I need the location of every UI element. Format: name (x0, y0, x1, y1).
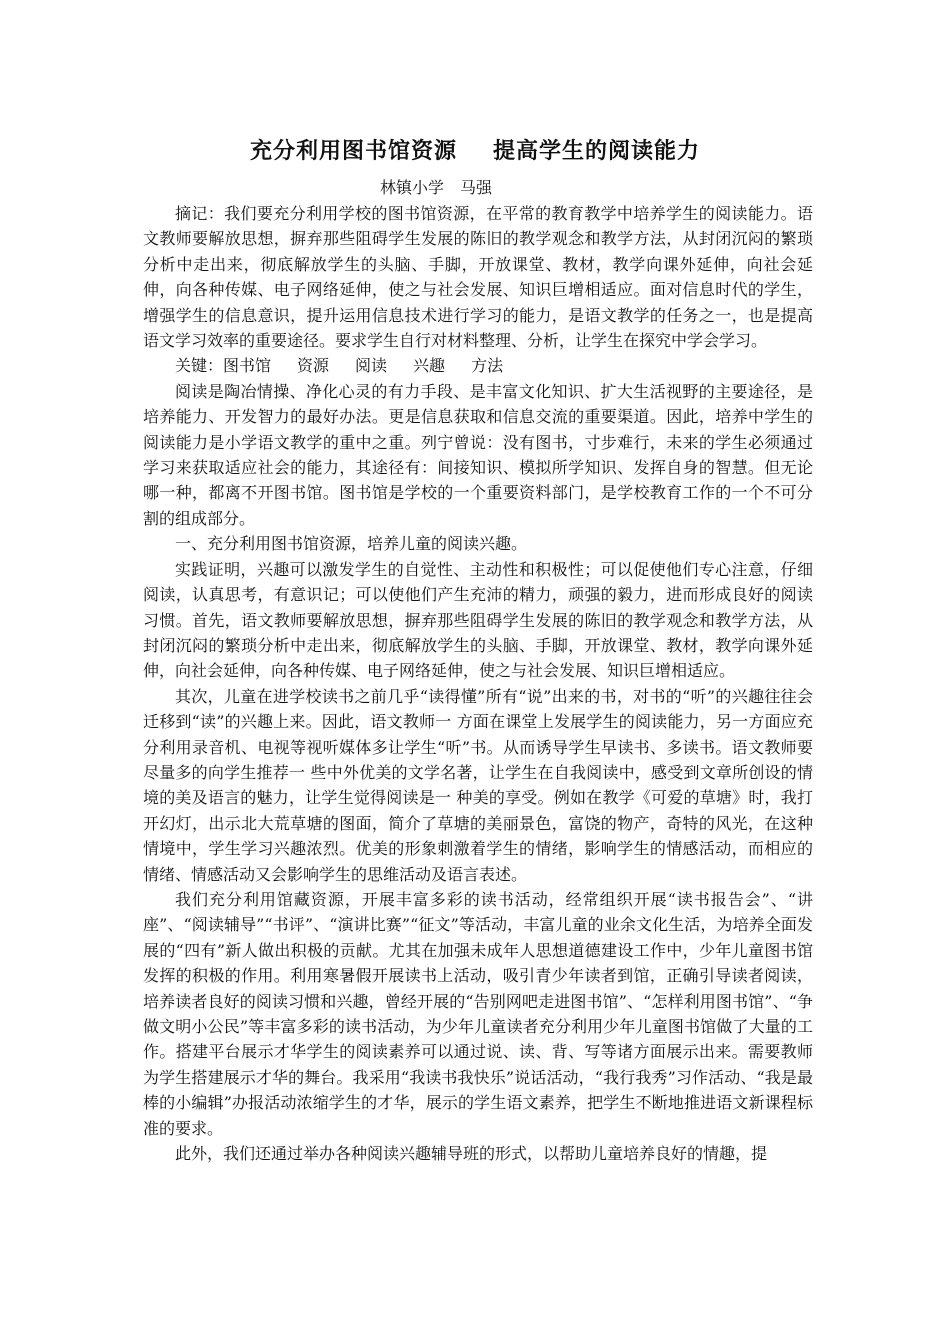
author-name: 马强 (460, 178, 493, 197)
keyword-item: 阅读 (355, 356, 388, 376)
document-body (143, 201, 813, 1166)
document-title (0, 135, 950, 167)
abstract-paragraph: 摘记：我们要充分利用学校的图书馆资源，在平常的教育教学中培养学生的阅读能力。语文教师要解放思想，摒弃那些阻碍学生发展的陈旧的教学观念和教学方法，从封闭沉闷的繁琐分析中走出来，彻底解放学生的头脑、手脚，开放课堂、教材，教学向课外延伸，向社会延伸，向各种传媒、电子网络延伸，使之与社会发展、知识巨增相适应。面对信息时代的学生，增强学生的信息意识，提升运用信息技术进行学习的能力，是语文教学的任务之一，也是提高语文学习效率的重要途径。要求学生自行对材料整理、分析，让学生在探究中学会学习。 (143, 204, 813, 351)
title-part-2: 提高学生的阅读能力 (493, 138, 701, 164)
title-part-1: 充分利用图书馆资源 (249, 138, 457, 164)
keyword-item: 兴趣 (413, 356, 446, 376)
body-paragraph: 阅读是陶冶情操、净化心灵的有力手段、是丰富文化知识、扩大生活视野的主要途径，是培养能力、开发智力的最好办法。更是信息获取和信息交流的重要渠道。因此，培养中学生的阅读能力是小学语文教学的重中之重。列宁曾说：没有图书，寸步难行，未来的学生必须通过学习来获取适应社会的能力，其途径有：间接知识、模拟所学知识、发挥自身的智慧。但无论哪一种，都离不开图书馆。图书馆是学校的一个重要资料部门，是学校教育工作的一个不可分割的组成部分。 (143, 381, 813, 528)
body-paragraph: 此外，我们还通过举办各种阅读兴趣辅导班的形式，以帮助儿童培养良好的情趣，提 (175, 1144, 768, 1164)
keywords-label: 关键：图书馆 (175, 356, 272, 376)
body-paragraph: 其次，儿童在进学校读书之前几乎“读得懂”所有“说”出来的书，对书的“听”的兴趣往往会迁移到“读”的兴趣上来。因此，语文教师一 方面在课堂上发展学生的阅读能力，另一方面应充分利用录音机、电视等视听媒体多让学生“听”书。从而诱导学生早读书、多读书。语文教师要尽量多的向学生推荐一 些中外优美的文学名著，让学生在自我阅读中，感受到文章所创设的情境的美及语言的魅力，让学生觉得阅读是一 种美的享受。例如在教学《可爱的草塘》时，我打开幻灯，出示北大荒草塘的图面，简介了草塘的美丽景色，富饶的物产，奇特的风光，在这种情境中，学生学习兴趣浓烈。优美的形象刺激着学生的情绪，影响学生的情感活动，而相应的情绪、情感活动又会影响学生的思维活动及语言表述。 (143, 686, 813, 884)
keyword-item: 方法 (471, 356, 504, 376)
author-line (380, 177, 492, 199)
body-paragraph: 我们充分利用馆藏资源，开展丰富多彩的读书活动，经常组织开展“读书报告会”、“讲座”、“阅读辅导”“书评”、“演讲比赛”“征文”等活动，丰富儿童的业余文化生活，为培养全面发展的“四有”新人做出积极的贡献。尤其在加强未成年人思想道德建设工作中，少年儿童图书馆发挥的积极的作用。利用寒暑假开展读书上活动，吸引青少年读者到馆，正确引导读者阅读，培养读者良好的阅读习惯和兴趣，曾经开展的“告别网吧走进图书馆”、“怎样利用图书馆”、“争做文明小公民”等丰富多彩的读书活动，为少年儿童读者充分利用少年儿童图书馆做了大量的工作。搭建平台展示才华学生的阅读素养可以通过说、读、背、写等诸方面展示出来。需要教师为学生搭建展示才华的舞台。我采用“我读书我快乐”说话活动，“我行我秀”习作活动、“我是最棒的小编辑”办报活动浓缩学生的才华，展示的学生语文素养，把学生不断地推进语文新课程标准的要求。 (143, 889, 813, 1138)
keyword-item: 资源 (297, 356, 330, 376)
section-heading: 一、充分利用图书馆资源，培养儿童的阅读兴趣。 (175, 534, 528, 554)
author-school: 林镇小学 (380, 178, 445, 197)
body-paragraph: 实践证明，兴趣可以激发学生的自觉性、主动性和积极性；可以促使他们专心注意，仔细阅读，认真思考，有意识记；可以使他们产生充沛的精力，顽强的毅力，进而形成良好的阅读习惯。首先，语文教师要解放思想，摒弃那些阻碍学生发展的陈旧的教学观念和教学方法，从封闭沉闷的繁琐分析中走出来，彻底解放学生的头脑、手脚，开放课堂、教材，教学向课外延伸，向社会延伸，向各种传媒、电子网络延伸，使之与社会发展、知识巨增相适应。 (143, 559, 813, 681)
keywords-line (143, 353, 813, 378)
